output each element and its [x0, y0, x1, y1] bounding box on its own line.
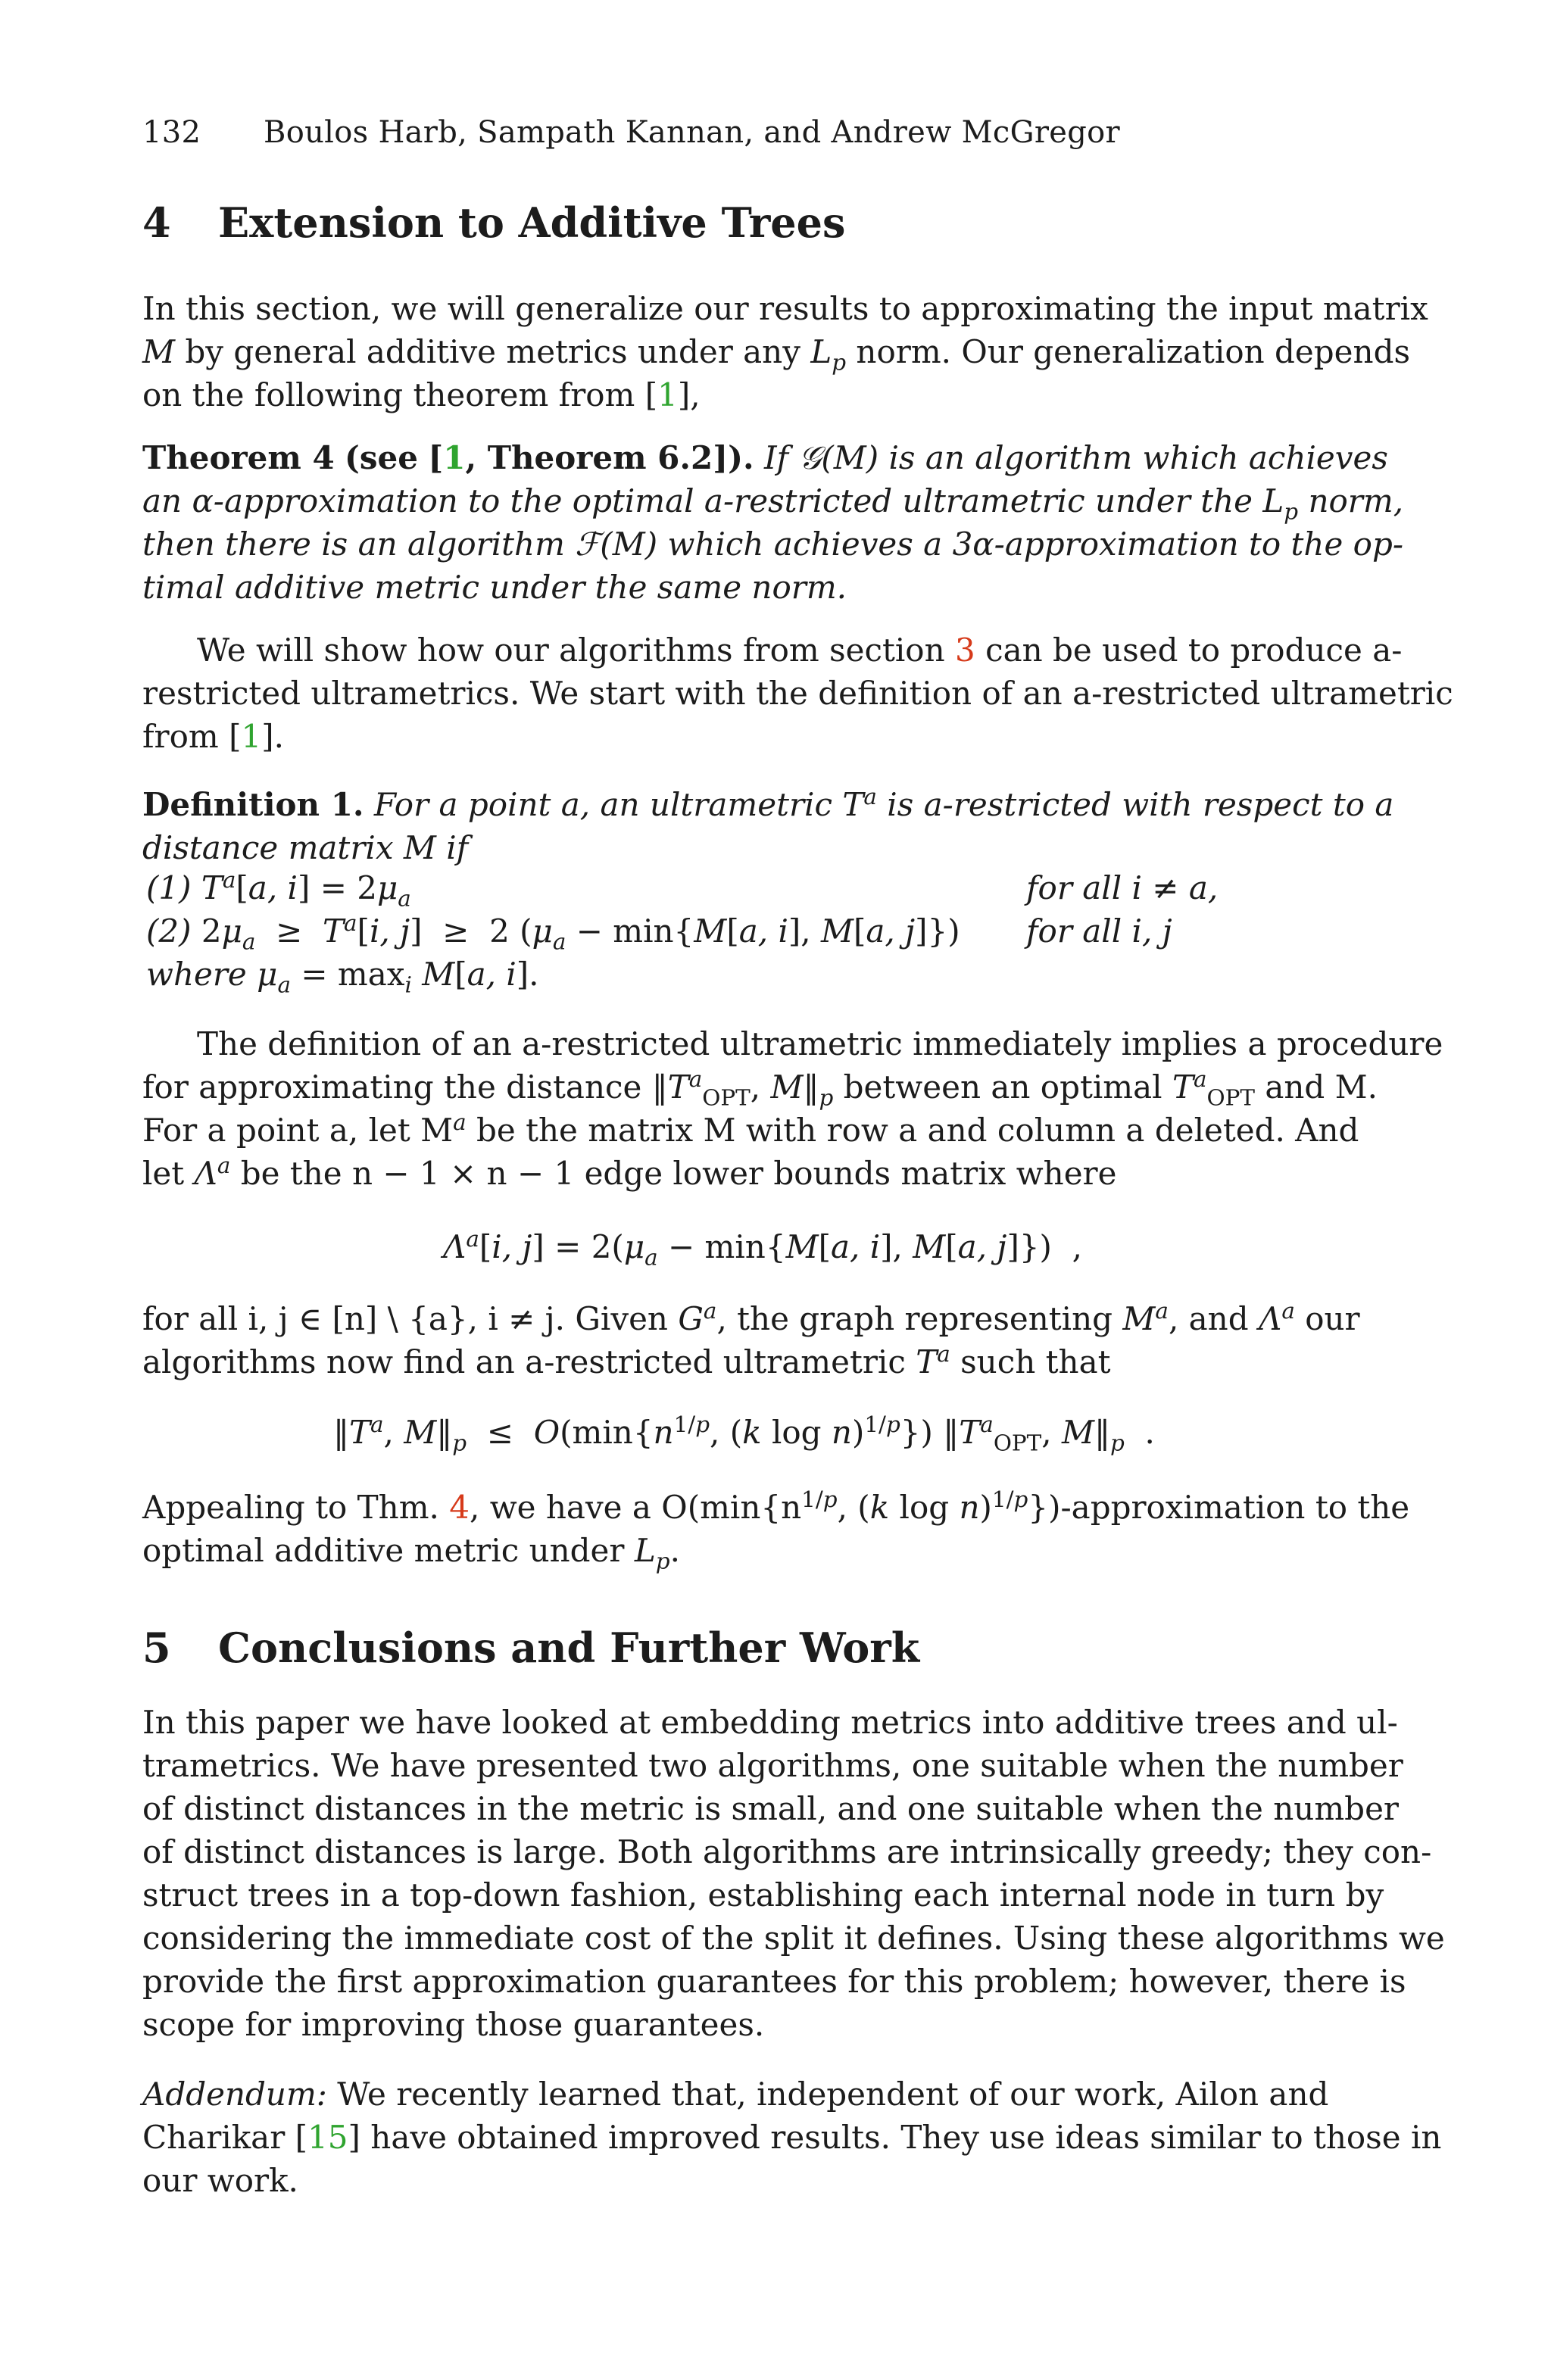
citation-link[interactable]: 1	[443, 439, 466, 476]
citation-link[interactable]: 1	[657, 376, 678, 413]
text-line: struct trees in a top-down fashion, establishing each internal node in turn by	[142, 1876, 1384, 1914]
paragraph-4	[142, 1297, 1388, 1383]
running-header	[142, 115, 1120, 150]
definition-line: Definition 1. For a point a, an ultrametric $T^a$ is a-restricted with respect to a	[142, 784, 1394, 823]
text-line: We will show how our algorithms from section 3 can be used to produce a-	[197, 632, 1403, 669]
definition-where-clause: where $\mu_a = \max_i M[a$, i].	[146, 956, 539, 998]
text-line: of distinct distances in the metric is small, and one suitable when the number	[142, 1790, 1399, 1827]
text-line: on the following theorem from [1],	[142, 376, 701, 413]
text-line: Charikar [15] have obtained improved results. They use ideas similar to those in	[142, 2119, 1442, 2156]
addendum-paragraph	[142, 2073, 1442, 2202]
text-line: of distinct distances is large. Both algorithms are intrinsically greedy; they con-	[142, 1833, 1432, 1870]
section-number: 5	[142, 1624, 171, 1672]
section-5-heading	[142, 1624, 919, 1672]
author-line: Boulos Harb, Sampath Kannan, and Andrew McGregor	[264, 115, 1120, 150]
definition-line: distance matrix M if	[142, 829, 469, 866]
text-line: scope for improving those guarantees.	[142, 2006, 765, 2043]
text-line: Appealing to Thm. 4, we have a $O(\min\{n^{1/p}$, (k log n)$^{1/p}$})-approximation to the	[142, 1486, 1410, 1526]
theorem-line: Theorem 4 (see [1, Theorem 6.2]). If 𝒢(M) is an algorithm which achieves	[142, 439, 1388, 476]
definition-condition-1: (1) $T^a[a$, $i] = 2\mu_a$	[146, 867, 411, 912]
text-line: In this section, we will generalize our results to approximating the input matrix	[142, 290, 1428, 327]
paragraph-5	[142, 1486, 1410, 1574]
text-line: For a point a, let $M^a$ be the matrix M with row a and column a deleted. And	[142, 1109, 1359, 1149]
text-line: In this paper we have looked at embedding metrics into additive trees and ul-	[142, 1704, 1398, 1741]
section-number: 4	[142, 198, 171, 247]
text-line: trametrics. We have presented two algorithms, one suitable when the number	[142, 1747, 1403, 1784]
citation-link[interactable]: 15	[307, 2119, 348, 2156]
intro-paragraph	[142, 287, 1428, 416]
text-line: restricted ultrametrics. We start with the definition of an a-restricted ultrametric	[142, 675, 1453, 712]
text-line: our work.	[142, 2162, 298, 2199]
text-line: optimal additive metric under $L_p$.	[142, 1532, 680, 1574]
text-line: for approximating the distance $‖T^a_{OPT}$, $M‖_p$ between an optimal $T^a_{OPT}$ and M.	[142, 1066, 1378, 1111]
text-line: let $\Lambda^a$ be the n − 1 × n − 1 edge lower bounds matrix where	[142, 1153, 1117, 1192]
page-number: 132	[142, 115, 201, 150]
conclusions-paragraph	[142, 1701, 1445, 2046]
section-title: Extension to Additive Trees	[218, 198, 846, 247]
theorem-link[interactable]: 4	[449, 1489, 470, 1526]
definition-1	[142, 783, 1394, 869]
addendum-label: Addendum:	[142, 2076, 327, 2113]
paragraph-3	[142, 1022, 1443, 1195]
theorem-line: then there is an algorithm ℱ(M) which achieves a 3α-approximation to the op-	[142, 526, 1404, 563]
text-line: provide the first approximation guarantees for this problem; however, there is	[142, 1963, 1406, 2000]
section-title: Conclusions and Further Work	[218, 1624, 920, 1672]
section-link[interactable]: 3	[954, 632, 975, 669]
display-equation-lambda: $\Lambda^a[i$, $j] = 2(\mu_a - \min\{M[a$, i], M[a, j]}) ,	[443, 1226, 1082, 1271]
definition-condition-2: (2) $2\mu_a \ge T^a[i$, j] ≥ 2 ($\mu_a - \min\{M[a$, i], M[a, j]})	[146, 910, 960, 955]
theorem-line: timal additive metric under the same norm.	[142, 569, 847, 606]
text-line: considering the immediate cost of the split it defines. Using these algorithms we	[142, 1920, 1445, 1957]
text-line: Addendum: We recently learned that, independent of our work, Ailon and	[142, 2076, 1329, 2113]
text-line: The definition of an a-restricted ultrametric immediately implies a procedure	[197, 1025, 1443, 1062]
display-equation-approx: $‖T^a$, $M‖_p \le O(\min\{n^{1/p}$, (k log n)$^{1/p}$}) $‖T^a_{OPT}$, $M‖_p$ .	[333, 1411, 1155, 1456]
citation-link[interactable]: 1	[241, 718, 262, 755]
text-line: from [1].	[142, 718, 284, 755]
text-line: algorithms now find an a-restricted ultrametric $T^a$ such that	[142, 1341, 1111, 1380]
definition-condition-1-scope: for all i ≠ a,	[1026, 869, 1219, 906]
text-line: for all i, j ∈ [n] \ {a}, i ≠ j. Given $G^a$, the graph representing $M^a$, and $\Lambda^a$ our	[142, 1298, 1360, 1337]
paragraph-2	[142, 629, 1453, 758]
theorem-4	[142, 436, 1404, 609]
text-line: M by general additive metrics under any $L_p$ norm. Our generalization depends	[142, 333, 1411, 376]
theorem-line: an α-approximation to the optimal a-restricted ultrametric under the $L_p$ norm,	[142, 482, 1404, 525]
section-4-heading	[142, 198, 845, 247]
definition-condition-2-scope: for all i, j	[1026, 912, 1172, 950]
